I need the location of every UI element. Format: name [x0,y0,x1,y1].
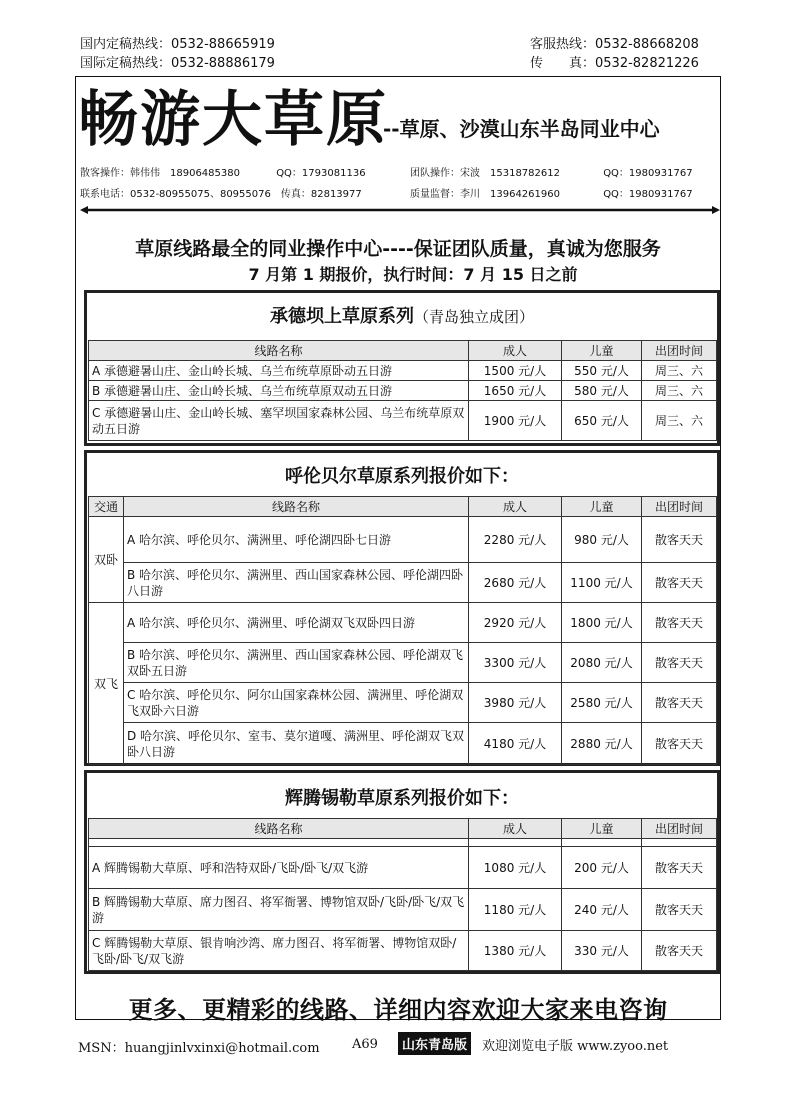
headline-main: 草原线路最全的同业操作中心----保证团队质量，真诚为您服务 [135,238,661,260]
adult-price: 1500 元/人 [469,361,562,381]
departure: 周三、六 [642,401,717,441]
section1-title [88,302,716,328]
child-price: 330 元/人 [562,931,642,971]
table-row [89,381,717,401]
route-name: A 辉腾锡勒大草原、呼和浩特双卧/飞卧/卧飞/双飞游 [89,847,469,889]
child-price: 240 元/人 [562,889,642,931]
col-route-header: 线路名称 [89,341,469,361]
table-row [89,563,717,603]
table-row [89,683,717,723]
footer-call-to-action: 更多、更精彩的线路、详细内容欢迎大家来电咨询 [128,996,668,1024]
table-row [89,517,717,563]
group-qq: QQ：1980931767 [603,168,693,179]
international-hotline: 国际定稿热线：0532-88886179 [80,56,275,71]
section2-table [88,496,717,765]
col-departure-header: 出团时间 [642,341,717,361]
route-name: B 哈尔滨、呼伦贝尔、满洲里、西山国家森林公园、呼伦湖四卧八日游 [124,563,469,603]
departure: 散客天天 [642,643,717,683]
headline-sub: 7 月第 1 期报价，执行时间：7 月 15 日之前 [248,265,578,284]
route-name: C 承德避暑山庄、金山岭长城、塞罕坝国家森林公园、乌兰布统草原双动五日游 [89,401,469,441]
departure: 散客天天 [642,563,717,603]
quality-qq: QQ：1980931767 [603,189,693,200]
route-name: D 哈尔滨、呼伦贝尔、室韦、莫尔道嘎、满洲里、呼伦湖双飞双卧八日游 [124,723,469,765]
departure: 散客天天 [642,889,717,931]
col-route-header: 线路名称 [89,819,469,839]
departure: 散客天天 [642,517,717,563]
child-price: 980 元/人 [562,517,642,563]
adult-price: 1900 元/人 [469,401,562,441]
adult-price: 2680 元/人 [469,563,562,603]
table-spacer-row [89,839,717,847]
footer-msn: MSN：huangjinlvxinxi@hotmail.com [78,1041,320,1056]
col-adult-header: 成人 [469,819,562,839]
child-price: 1800 元/人 [562,603,642,643]
table-row [89,643,717,683]
col-transport-header: 交通 [89,497,124,517]
col-departure-header: 出团时间 [642,497,717,517]
service-hotlines [530,35,699,73]
adult-price: 4180 元/人 [469,723,562,765]
col-child-header: 儿童 [562,341,642,361]
col-adult-header: 成人 [469,341,562,361]
brand-slogan: --草原、沙漠山东半岛同业中心 [383,117,660,141]
route-name: A 哈尔滨、呼伦贝尔、满洲里、呼伦湖四卧七日游 [124,517,469,563]
table-row [89,361,717,381]
table-row [89,889,717,931]
edition-badge: 山东青岛版 [398,1032,471,1055]
departure: 周三、六 [642,361,717,381]
contact-row-1b [410,163,693,185]
section2-title: 呼伦贝尔草原系列报价如下： [285,466,519,487]
col-child-header: 儿童 [562,819,642,839]
quality-supervisor: 质量监督：李川 13964261960 [410,189,560,200]
double-arrow-divider [80,206,720,214]
route-name: C 辉腾锡勒大草原、银肯响沙湾、席力图召、将军衙署、博物馆双卧/飞卧/卧飞/双飞游 [89,931,469,971]
section1-title-text: 承德坝上草原系列 [269,306,414,327]
col-child-header: 儿童 [562,497,642,517]
route-name: A 承德避暑山庄、金山岭长城、乌兰布统草原卧动五日游 [89,361,469,381]
contact-row-2b [410,184,693,206]
section3-table [88,818,717,971]
departure: 散客天天 [642,847,717,889]
footer-website[interactable]: 欢迎浏览电子版 www.zyoo.net [482,1039,669,1054]
transport-group-label: 双卧 [89,517,124,603]
child-price: 2580 元/人 [562,683,642,723]
col-departure-header: 出团时间 [642,819,717,839]
adult-price: 1650 元/人 [469,381,562,401]
route-name: C 哈尔滨、呼伦贝尔、阿尔山国家森林公园、满洲里、呼伦湖双飞双卧六日游 [124,683,469,723]
table-row [89,723,717,765]
contact-phone: 联系电话：0532-80955075、80955076 传真：82813977 [80,189,362,200]
transport-group-label: 双飞 [89,603,124,765]
table-row [89,401,717,441]
service-hotline: 客服热线：0532-88668208 [530,37,699,52]
child-price: 1100 元/人 [562,563,642,603]
route-name: B 辉腾锡勒大草原、席力图召、将军衙署、博物馆双卧/飞卧/卧飞/双飞游 [89,889,469,931]
col-route-header: 线路名称 [124,497,469,517]
section3-title: 辉腾锡勒草原系列报价如下： [285,788,519,809]
child-price: 580 元/人 [562,381,642,401]
child-price: 200 元/人 [562,847,642,889]
child-price: 650 元/人 [562,401,642,441]
fax-number: 传 真：0532-82821226 [530,56,699,71]
adult-price: 2280 元/人 [469,517,562,563]
departure: 散客天天 [642,723,717,765]
contact-row-1 [80,163,406,185]
section1-note: （青岛独立成团） [413,308,534,326]
group-operator: 团队操作：宋波 15318782612 [410,168,560,179]
route-name: B 哈尔滨、呼伦贝尔、满洲里、西山国家森林公园、呼伦湖双飞双卧五日游 [124,643,469,683]
page-number: A69 [352,1037,378,1052]
table-row [89,931,717,971]
adult-price: 1180 元/人 [469,889,562,931]
child-price: 2880 元/人 [562,723,642,765]
section1-table [88,340,717,441]
route-name: B 承德避暑山庄、金山岭长城、乌兰布统草原双动五日游 [89,381,469,401]
domestic-hotline: 国内定稿热线：0532-88665919 [80,37,275,52]
table-row [89,603,717,643]
adult-price: 2920 元/人 [469,603,562,643]
departure: 散客天天 [642,931,717,971]
brand-title: 畅游大草原 [78,85,388,155]
child-price: 2080 元/人 [562,643,642,683]
table-header-row [89,341,717,361]
contact-row-2 [80,184,362,206]
departure: 散客天天 [642,683,717,723]
col-adult-header: 成人 [469,497,562,517]
adult-price: 3980 元/人 [469,683,562,723]
departure: 散客天天 [642,603,717,643]
retail-operator: 散客操作：韩伟伟 18906485380 [80,168,240,179]
table-row [89,847,717,889]
adult-price: 3300 元/人 [469,643,562,683]
departure: 周三、六 [642,381,717,401]
domestic-hotlines [80,35,275,73]
adult-price: 1380 元/人 [469,931,562,971]
retail-qq: QQ：1793081136 [276,168,366,179]
table-header-row [89,497,717,517]
adult-price: 1080 元/人 [469,847,562,889]
child-price: 550 元/人 [562,361,642,381]
route-name: A 哈尔滨、呼伦贝尔、满洲里、呼伦湖双飞双卧四日游 [124,603,469,643]
table-header-row [89,819,717,839]
